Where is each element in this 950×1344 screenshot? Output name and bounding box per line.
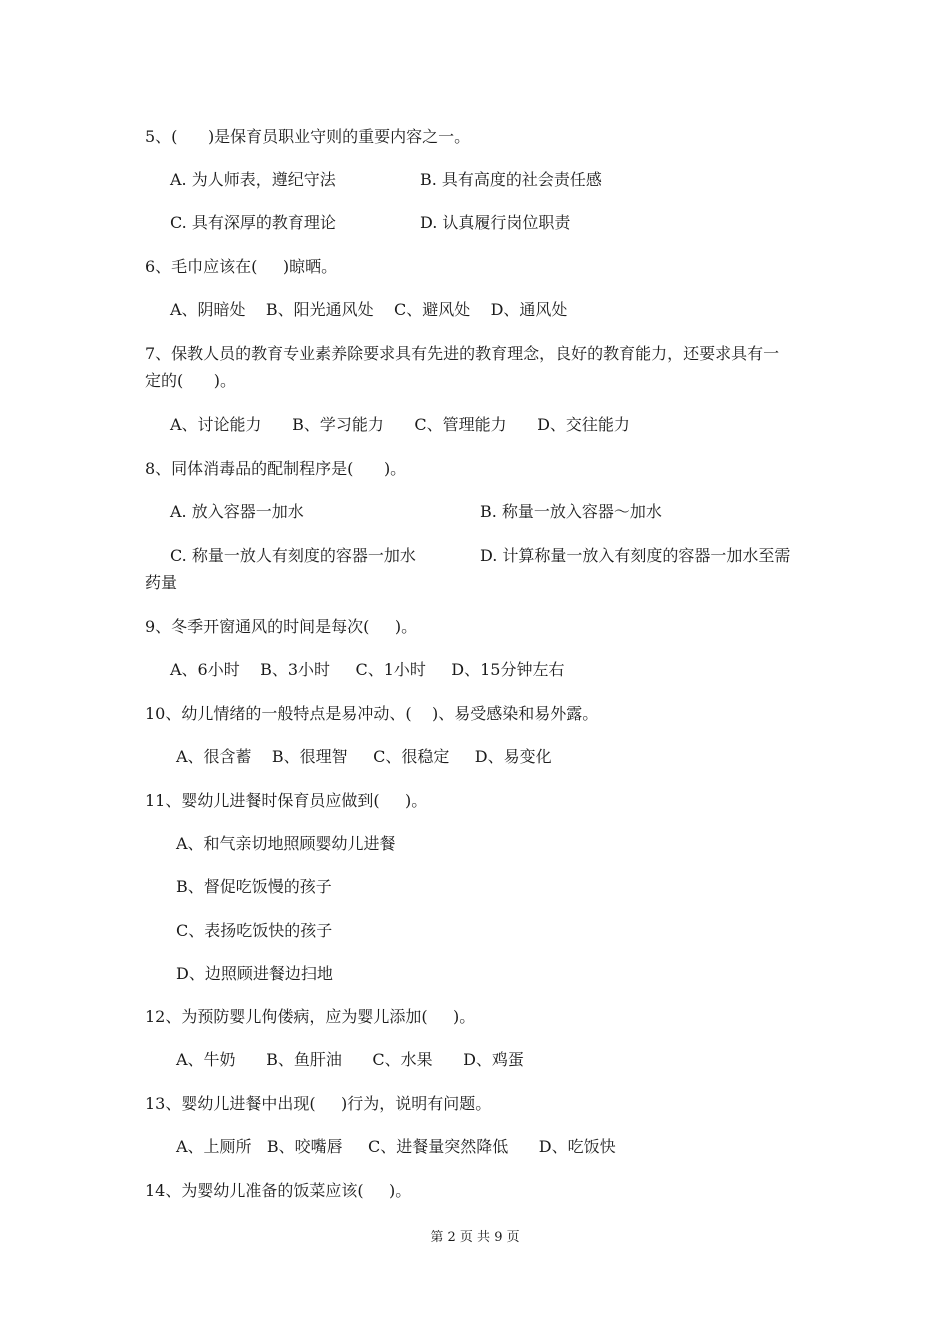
question-8-stem: 8、同体消毒品的配制程序是( )。 (145, 459, 407, 478)
question-6-options: A、阴暗处 B、阳光通风处 C、避风处 D、通风处 (170, 300, 568, 319)
question-5-option-a: A. 为人师表，遵纪守法 (170, 170, 336, 189)
question-8-option-c: C. 称量一放人有刻度的容器一加水 (170, 546, 416, 565)
question-14-stem: 14、为婴幼儿准备的饭菜应该( )。 (145, 1181, 412, 1200)
question-7-stem-cont: 定的( )。 (145, 371, 237, 390)
question-13-stem: 13、婴幼儿进餐中出现( )行为，说明有问题。 (145, 1094, 492, 1113)
question-5-stem: 5、( )是保育员职业守则的重要内容之一。 (145, 127, 471, 146)
question-11-stem: 11、婴幼儿进餐时保育员应做到( )。 (145, 791, 428, 810)
question-9-stem: 9、冬季开窗通风的时间是每次( )。 (145, 617, 418, 636)
question-13-options: A、上厕所 B、咬嘴唇 C、进餐量突然降低 D、吃饭快 (176, 1137, 616, 1156)
question-9-options: A、6小时 B、3小时 C、1小时 D、15分钟左右 (170, 660, 565, 679)
question-6-stem: 6、毛巾应该在( )晾晒。 (145, 257, 338, 276)
question-10-stem: 10、幼儿情绪的一般特点是易冲动、( )、易受感染和易外露。 (145, 704, 599, 723)
question-12-options: A、牛奶 B、鱼肝油 C、水果 D、鸡蛋 (176, 1050, 524, 1069)
question-7-options: A、讨论能力 B、学习能力 C、管理能力 D、交往能力 (170, 415, 630, 434)
question-11-option-b: B、督促吃饭慢的孩子 (176, 877, 332, 896)
question-8-option-b: B. 称量一放入容器～加水 (480, 502, 662, 521)
question-11-option-a: A、和气亲切地照顾婴幼儿进餐 (176, 834, 396, 853)
question-11-option-d: D、边照顾进餐边扫地 (176, 964, 333, 983)
question-8-option-d-cont: 药量 (145, 573, 178, 592)
question-8-option-d: D. 计算称量一放入有刻度的容器一加水至需 (480, 546, 791, 565)
question-7-stem: 7、保教人员的教育专业素养除要求具有先进的教育理念，良好的教育能力，还要求具有一 (145, 344, 780, 363)
question-5-option-c: C. 具有深厚的教育理论 (170, 213, 336, 232)
question-12-stem: 12、为预防婴儿佝偻病，应为婴儿添加( )。 (145, 1007, 476, 1026)
question-10-options: A、很含蓄 B、很理智 C、很稳定 D、易变化 (176, 747, 552, 766)
question-8-option-a: A. 放入容器一加水 (170, 502, 304, 521)
question-5-option-d: D. 认真履行岗位职责 (420, 213, 571, 232)
page-footer: 第 2 页 共 9 页 (430, 1230, 520, 1245)
question-5-option-b: B. 具有高度的社会责任感 (420, 170, 602, 189)
question-11-option-c: C、表扬吃饭快的孩子 (176, 921, 333, 940)
